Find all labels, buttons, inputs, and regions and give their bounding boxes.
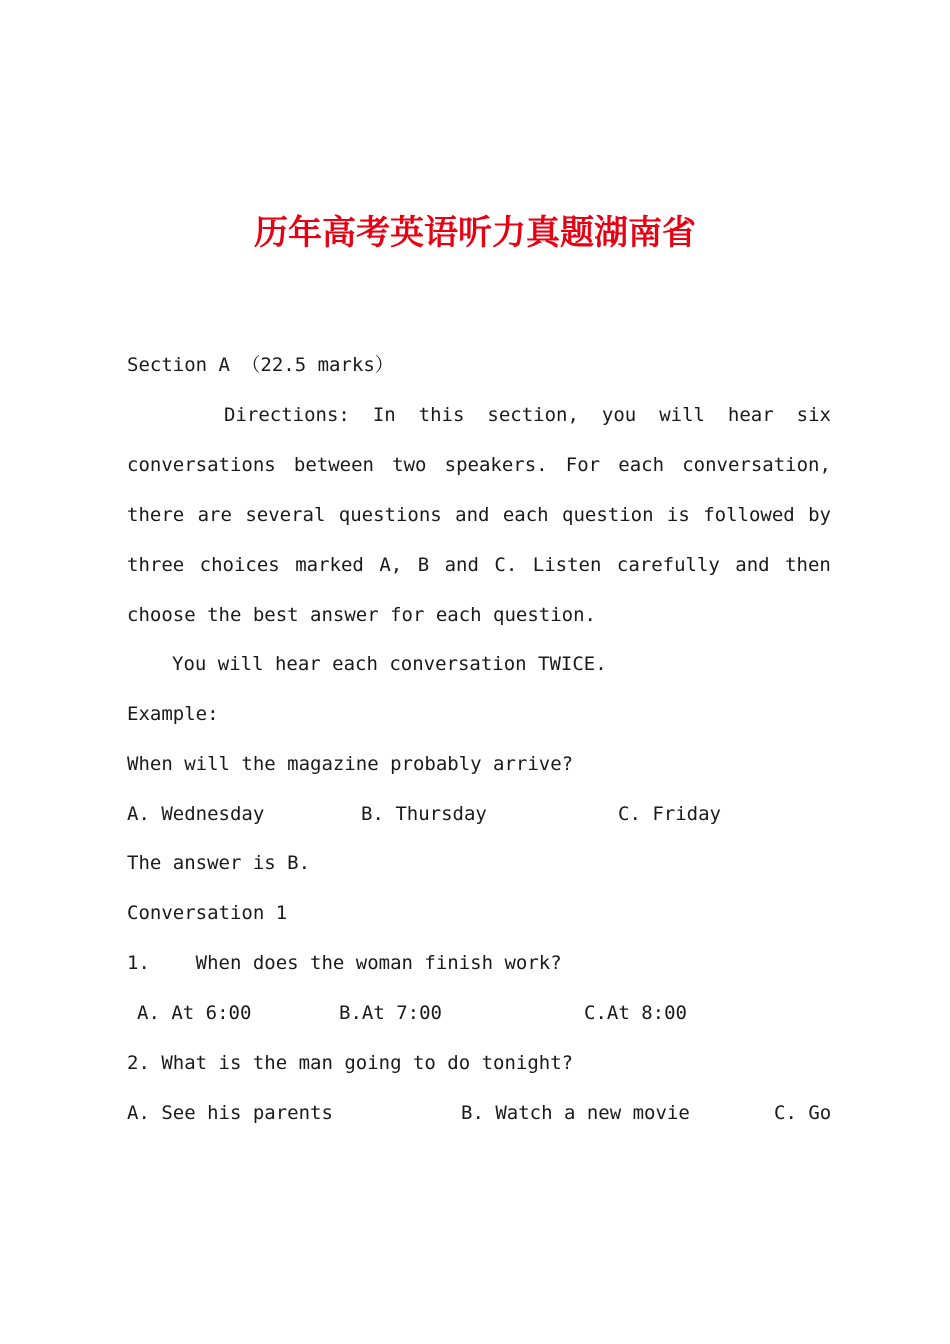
word: conversation, bbox=[682, 454, 831, 476]
word: B bbox=[417, 554, 430, 576]
conversation-1-label: Conversation 1 bbox=[127, 902, 288, 924]
word: speakers. bbox=[444, 454, 548, 476]
word: there bbox=[127, 504, 185, 526]
word: several bbox=[245, 504, 326, 526]
word: questions bbox=[338, 504, 442, 526]
example-question: When will the magazine probably arrive? bbox=[127, 753, 574, 775]
option-b: B.At 7:00 bbox=[339, 1002, 442, 1024]
word: is bbox=[666, 504, 690, 526]
directions-line-5: choose the best answer for each question. bbox=[127, 604, 596, 626]
option-b: B. Watch a new movie bbox=[461, 1102, 690, 1124]
word: are bbox=[197, 504, 232, 526]
option-c: C. Go bbox=[774, 1102, 832, 1124]
directions-twice: You will hear each conversation TWICE. bbox=[172, 653, 607, 675]
word: Directions: bbox=[224, 404, 350, 426]
word: followed bbox=[703, 504, 795, 526]
directions-line-2 bbox=[127, 450, 831, 480]
word: For bbox=[565, 454, 601, 476]
option-a: A. See his parents bbox=[127, 1102, 333, 1124]
example-options bbox=[127, 799, 831, 829]
word: six bbox=[796, 404, 831, 426]
word: C. bbox=[494, 554, 518, 576]
example-answer: The answer is B. bbox=[127, 852, 311, 874]
word: and bbox=[455, 504, 490, 526]
question-2-options bbox=[127, 1098, 831, 1128]
word: by bbox=[808, 504, 831, 526]
word: question bbox=[562, 504, 654, 526]
word: conversations bbox=[127, 454, 276, 476]
word: this bbox=[418, 404, 465, 426]
word: each bbox=[502, 504, 549, 526]
word: and bbox=[735, 554, 770, 576]
word: three bbox=[127, 554, 185, 576]
word: you bbox=[601, 404, 637, 426]
option-a: A. Wednesday bbox=[127, 803, 265, 825]
word: then bbox=[785, 554, 831, 576]
section-heading: Section A （22.5 marks） bbox=[127, 354, 394, 376]
question-1-options bbox=[127, 998, 831, 1028]
document-title: 历年高考英语听力真题湖南省 bbox=[254, 213, 696, 253]
word: two bbox=[392, 454, 427, 476]
word: Listen bbox=[532, 554, 602, 576]
directions-line-3 bbox=[127, 500, 831, 530]
word: choices bbox=[199, 554, 280, 576]
word: In bbox=[372, 404, 396, 426]
example-label: Example: bbox=[127, 703, 219, 725]
word: section, bbox=[487, 404, 579, 426]
option-a: A. At 6:00 bbox=[137, 1002, 252, 1024]
question-1: 1. When does the woman finish work? bbox=[127, 952, 562, 974]
word: hear bbox=[727, 404, 774, 426]
word: will bbox=[659, 404, 705, 426]
word: and bbox=[444, 554, 479, 576]
option-c: C. Friday bbox=[618, 803, 721, 825]
directions-line-1 bbox=[224, 400, 831, 430]
directions-line-4 bbox=[127, 550, 831, 580]
option-b: B. Thursday bbox=[361, 803, 487, 825]
word: A, bbox=[379, 554, 403, 576]
word: each bbox=[618, 454, 665, 476]
question-2: 2. What is the man going to do tonight? bbox=[127, 1052, 574, 1074]
word: carefully bbox=[616, 554, 720, 576]
option-c: C.At 8:00 bbox=[584, 1002, 687, 1024]
word: marked bbox=[295, 554, 364, 576]
word: between bbox=[293, 454, 374, 476]
